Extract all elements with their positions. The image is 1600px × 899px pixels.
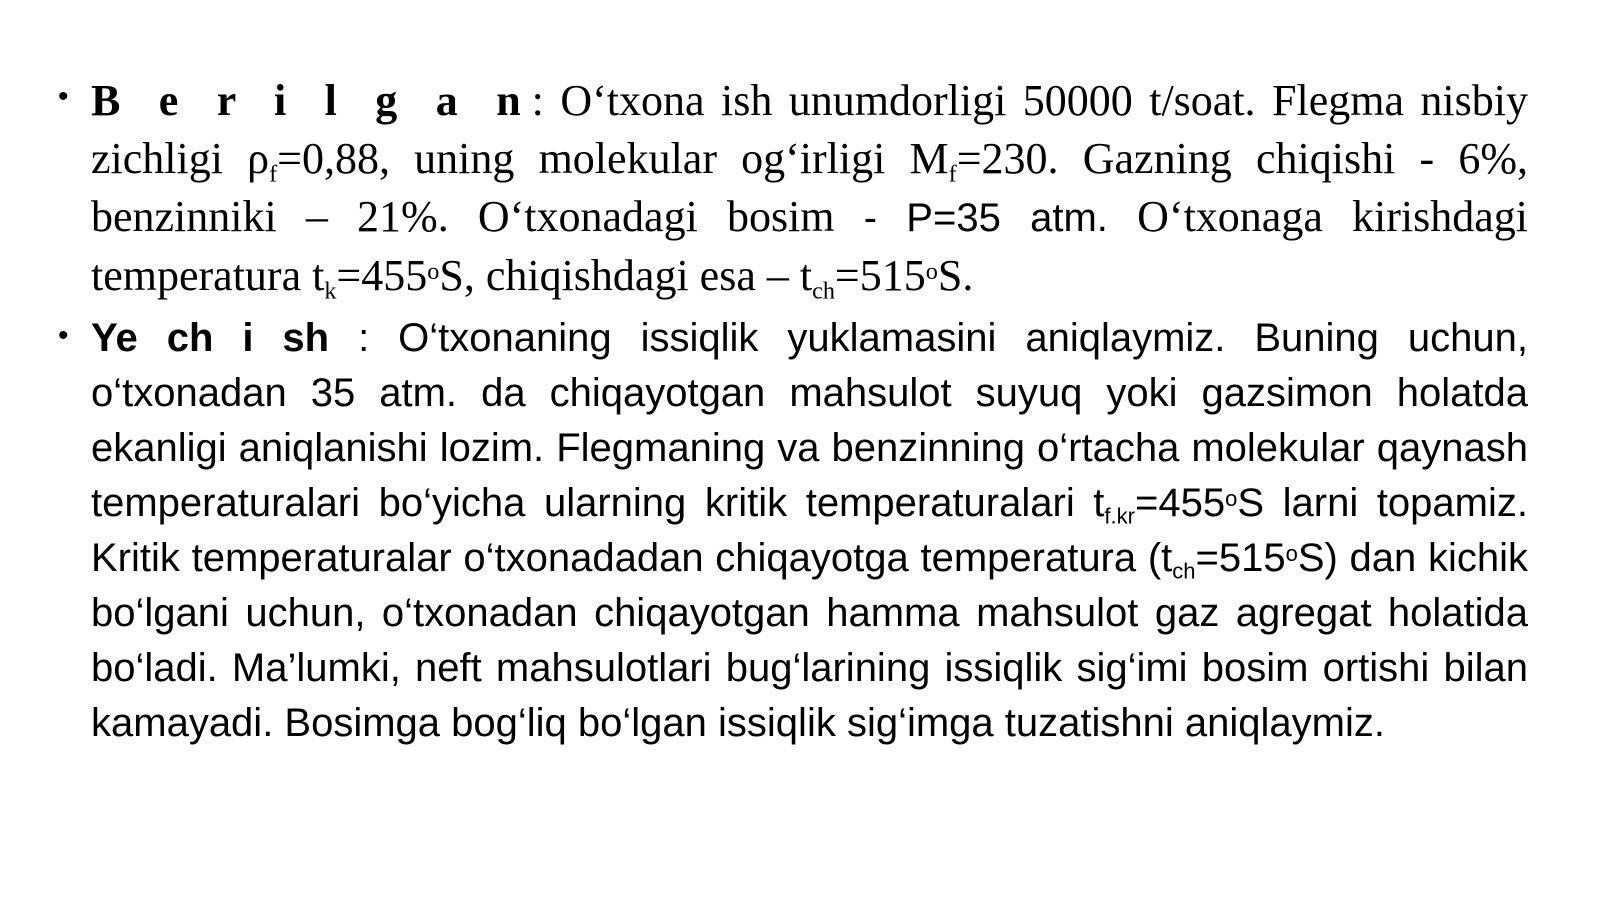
given-sup-2: o <box>925 258 938 286</box>
given-paragraph <box>91 72 1528 305</box>
solution-sub-ch: ch <box>1172 558 1196 584</box>
given-text-3: =230. Gazning chiqishi - 6%, benzinniki – 21%. O‘txonadagi bosim <box>91 134 1528 241</box>
solution-sub-fkr: f.kr <box>1104 503 1135 529</box>
solution-text-3: S larni topamiz. Kritik temperaturalar o‘txonadadan chiqayotga temperatura (t <box>91 481 1528 580</box>
given-sup-1: o <box>427 258 440 286</box>
given-colon: : <box>531 76 544 125</box>
solution-text-2: =455 <box>1134 481 1226 525</box>
given-sub-m: f <box>948 160 957 188</box>
given-text-6: S, chiqishdagi esa – t <box>439 251 813 300</box>
given-text-1: O‘txona ish unumdorligi 50000 t/soat. Flegma nisbiy zichligi ρ <box>91 76 1528 183</box>
given-sub-k: k <box>324 277 337 305</box>
solution-text-1: : O‘txonaning issiqlik yuklamasini aniqlaymiz. Buning uchun, o‘txonadan 35 atm. da chiqayotgan mahsulot suyuq yoki gazsimon holatda ekanligi aniqlanishi lozim. Flegmaning va benzinning o‘rtacha molekular qaynash temperaturalari bo‘yicha ularning kritik temperaturalari t <box>91 316 1528 525</box>
given-text-8: S. <box>937 251 974 300</box>
given-label: B e r i l g a n <box>91 76 532 125</box>
given-text-7: =515 <box>834 251 926 300</box>
solution-sup-1: o <box>1225 486 1238 512</box>
solution-label: Ye ch i sh <box>91 316 330 360</box>
given-text-2: =0,88, uning molekular og‘irligi M <box>277 134 949 183</box>
given-text-pressure: - P=35 atm. <box>863 196 1138 240</box>
given-text-5: =455 <box>336 251 428 300</box>
solution-paragraph <box>91 311 1528 751</box>
solution-text-5: S) dan kichik bo‘lgani uchun, o‘txonadan chiqayotgan hamma mahsulot gaz agregat holatida bo‘ladi. Ma’lumki, neft mahsulotlari bug‘larining issiqlik sig‘imi bosim ortishi bilan kamayadi. Bosimga bog‘liq bo‘lgan issiqlik sig‘imga tuzatishni aniqlaymiz. <box>91 536 1528 745</box>
given-sub-rho: f <box>269 160 278 188</box>
bullet-marker: • <box>58 80 69 113</box>
solution-sup-2: o <box>1285 541 1298 567</box>
given-text-4: O‘txonaga kirishdagi temperatura t <box>91 192 1528 300</box>
solution-text-4: =515 <box>1195 536 1286 580</box>
given-sub-ch: ch <box>812 277 835 305</box>
bullet-marker: • <box>58 319 69 352</box>
